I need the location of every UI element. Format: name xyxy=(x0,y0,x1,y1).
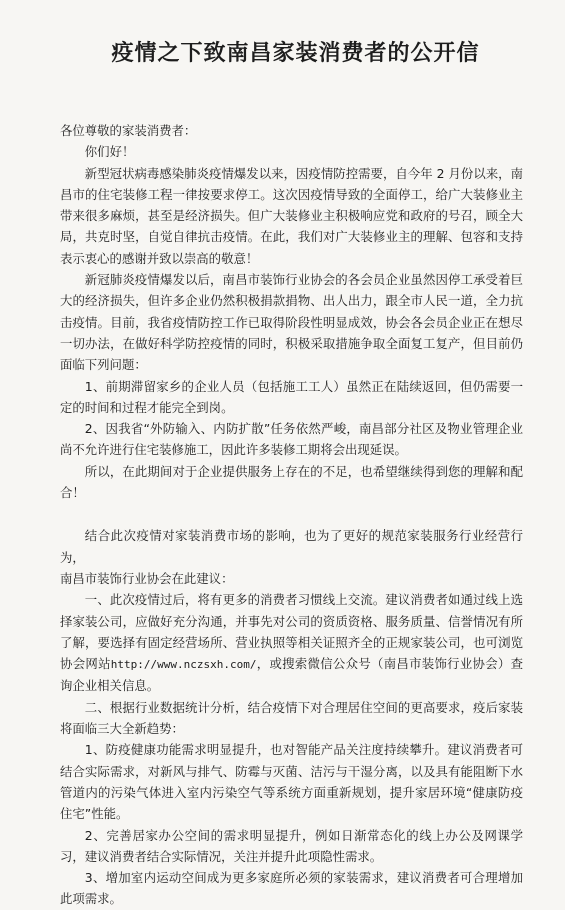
paragraph-5: 所以，在此期间对于企业提供服务上存在的不足，也希望继续得到您的理解和配合！ xyxy=(60,463,523,501)
paragraph-1: 新型冠状病毒感染肺炎疫情爆发以来，因疫情防控需要，自今年 2 月份以来，南昌市的住宅装修工程一律按要求停工。这次因疫情导致的全面停工，给广大装修业主带来很多麻烦，甚至是经济损失。但广大装修业主积极响应党和政府的号召，顾全大局，共克时坚，自觉自律抗击疫情。在此，我们对广大装修业主的理解、包容和支持表示衷心的感谢并致以崇高的敬意！ xyxy=(60,165,523,266)
paragraph-11: 2、完善居家办公空间的需求明显提升，例如日渐常态化的线上办公及网课学习，建议消费者结合实际情况，关注并提升此项隐性需求。 xyxy=(60,827,523,864)
paragraph-12: 3、增加室内运动空间成为更多家庭所必须的家装需求，建议消费者可合理增加此项需求。 xyxy=(60,870,523,907)
paragraph-10: 1、防疫健康功能需求明显提升，也对智能产品关注度持续攀升。建议消费者可结合实际需求，对新风与排气、防霉与灭菌、洁污与干湿分离，以及具有能阻断下水管道内的污染气体进入室内污染空气等系统方面重新规划，提升家居环境“健康防疫住宅”性能。 xyxy=(60,742,523,822)
letter-body xyxy=(60,120,523,910)
paragraph-9: 二、根据行业数据统计分析，结合疫情下对合理居住空间的更高要求，疫后家装将面临三大全新趋势： xyxy=(60,699,523,737)
paragraph-7: 南昌市装饰行业协会在此建议： xyxy=(60,570,234,586)
paragraph-gap xyxy=(60,503,523,525)
paragraph-4: 2、因我省“外防输入、内防扩散”任务依然严峻，南昌部分社区及物业管理企业尚不允许进行住宅装修施工，因此许多装修工期将会出现延误。 xyxy=(60,421,523,458)
paragraph-2: 新冠肺炎疫情爆发以后，南昌市装饰行业协会的各会员企业虽然因停工承受着巨大的经济损失，但许多企业仍然积极捐款捐物、出人出力，跟全市人民一道，全力抗击疫情。目前，我省疫情防控工作已取得阶段性明显成效，协会各会员企业正在想尽一切办法，在做好科学防控疫情的同时，积极采取措施争取全面复工复产，但目前仍面临下列问题： xyxy=(60,272,523,373)
paragraph-3: 1、前期滞留家乡的企业人员（包括施工工人）虽然正在陆续返回，但仍需要一定的时间和过程才能完全到岗。 xyxy=(60,378,523,415)
association-website-url: http://www.nczsxh.com/ xyxy=(110,658,257,672)
paragraph-6: 结合此次疫情对家装消费市场的影响，也为了更好的规范家装服务行业经营行为， xyxy=(60,528,523,565)
paragraph-8 xyxy=(60,589,523,696)
paragraph-8-text: 一、此次疫情过后，将有更多的消费者习惯线上交流。建议消费者如通过线上选择家装公司，应做好充分沟通，并事先对公司的资质资格、服务质量、信誉情况有所了解，要选择有固定经营场所、营业执照等相关证照齐全的正规家装公司，也可浏览协会网站 xyxy=(60,592,523,672)
salutation: 各位尊敬的家装消费者： xyxy=(60,123,197,138)
paragraph-8-tail: ，或搜索微信公众号（南昌市装饰行业协会）查询企业相关信息。 xyxy=(60,656,524,694)
letter-title: 疫情之下致南昌家装消费者的公开信 xyxy=(111,40,480,66)
greeting: 你们好！ xyxy=(84,144,135,160)
